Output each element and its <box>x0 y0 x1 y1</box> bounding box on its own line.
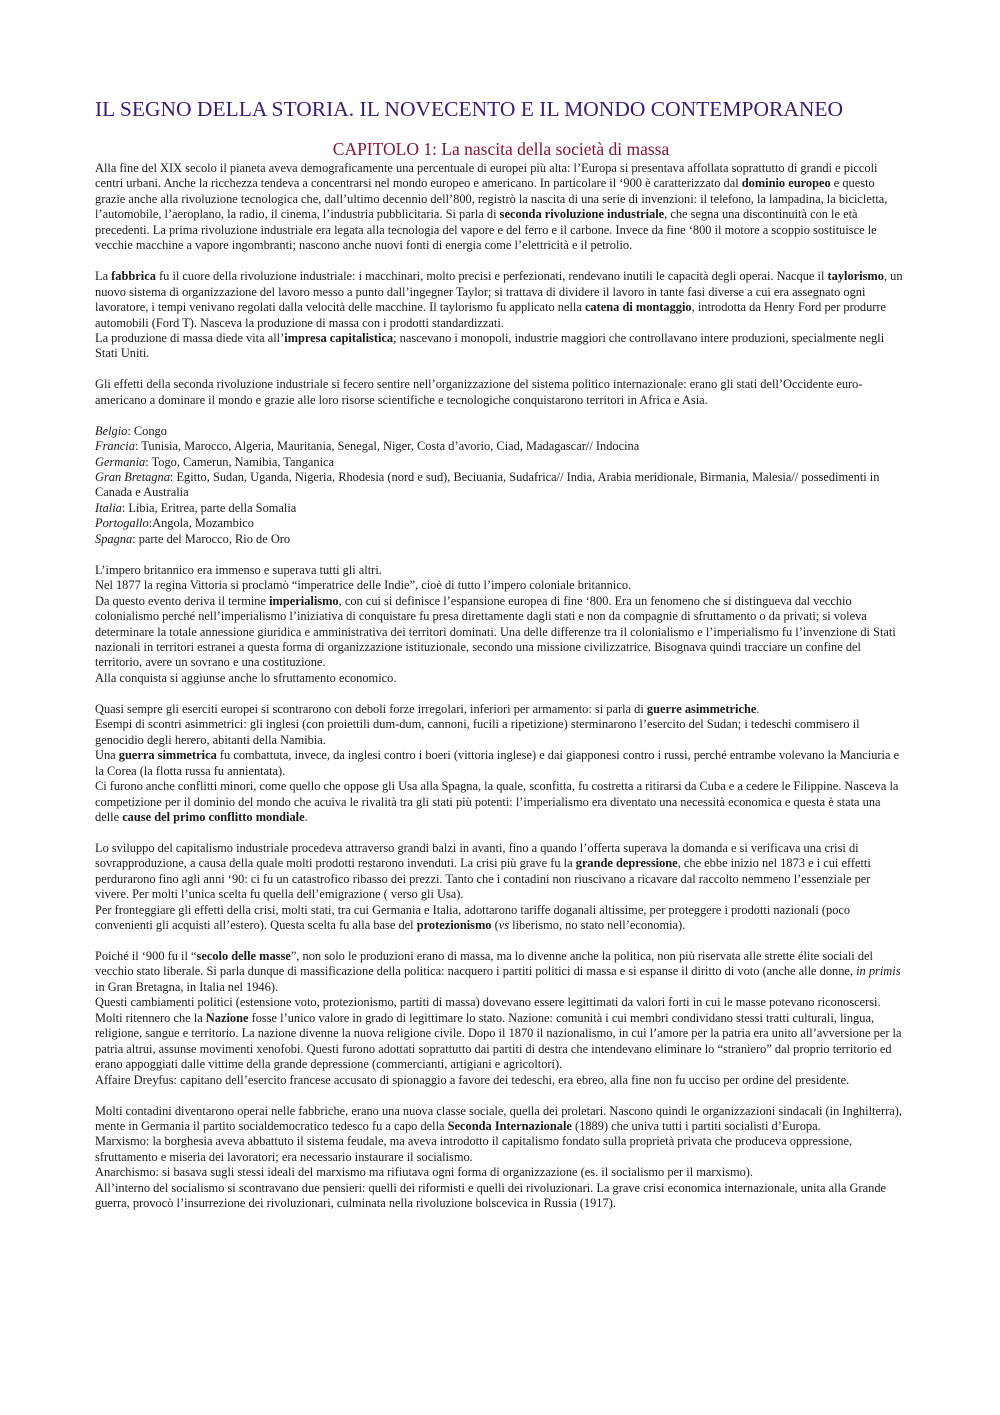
bold-term: protezionismo <box>416 918 492 933</box>
text-run: , un nuovo sistema di organizzazione del lavoro messo a punto dall’ingegner Taylor; si trattava di dividere il lavoro in tante fasi diverse a cui era assegnato ogni lavoratore, i tempi venivano regolati dalla velocità delle macchine. Il taylorismo fu applicato nella <box>95 269 903 315</box>
text-run: Gli effetti della seconda rivoluzione industriale si fecero sentire nell’organizzazione del sistema politico internazionale: erano gli stati dell’Occidente euro-americano a dominare il mondo e grazie alle loro risorse scientifiche e tecnologiche conquistarono territori in Africa e Asia. <box>95 377 863 407</box>
bold-term: secolo delle masse <box>196 949 291 963</box>
paragraph <box>95 269 907 331</box>
paragraph-gap <box>95 934 907 949</box>
text-run: : Congo <box>127 423 167 438</box>
paragraph <box>95 439 907 454</box>
text-run: Anarchismo: si basava sugli stessi ideali del marxismo ma rifiutava ogni forma di organizzazione (es. il socialismo per il marxismo). <box>95 1165 754 1180</box>
text-run: (1889) che univa tutti i partiti socialisti d’Europa. <box>571 1118 821 1133</box>
paragraph-gap <box>95 686 907 701</box>
text-run: fu combattuta, invece, da inglesi contro i boeri (vittoria inglese) e dai giapponesi contro i russi, perché entrambe volevano la Manciuria e la Corea (la flotta russa fu annientata). <box>95 748 900 778</box>
italic-term: in primis <box>856 964 901 979</box>
bold-term: imperialismo <box>269 593 339 608</box>
italic-term: Germania <box>95 454 146 469</box>
bold-term: guerra simmetrica <box>118 748 217 763</box>
text-run: Nel 1877 la regina Vittoria si proclamò “imperatrice delle Indie”, cioè di tutto l’impero coloniale britannico. <box>95 578 632 593</box>
text-run: Esempi di scontri asimmetrici: gli inglesi (con proiettili dum-dum, cannoni, fucili a ripetizione) sterminarono l’esercito del Sudan; i tedeschi commisero il genocidio degli herero, abitanti della Namibia. <box>95 717 860 747</box>
paragraph <box>95 995 907 1072</box>
text-run: : Egitto, Sudan, Uganda, Nigeria, Rhodesia (nord e sud), Beciuania, Sudafrica// India, Arabia meridionale, Birmania, Malesia// possedimenti in Canada e Australia <box>95 470 880 500</box>
bold-term: fabbrica <box>111 269 156 284</box>
text-run: La produzione di massa diede vita all’ <box>95 330 285 345</box>
paragraph <box>95 424 907 439</box>
paragraph <box>95 1073 907 1088</box>
bold-term: cause del primo conflitto mondiale <box>122 809 305 824</box>
paragraph <box>95 702 907 717</box>
paragraph <box>95 470 907 501</box>
text-run: ”, non solo le produzioni erano di massa, ma lo divenne anche la politica, non più riservata alle strette élite sociali del vecchio stato liberale. Si parla dunque di massificazione della politica: nacquero i partiti politici di massa e si espanse il diritto di voto (anche alle donne, <box>95 949 873 979</box>
text-run: Affaire Dreyfus: capitano dell’esercito francese accusato di spionaggio a favore dei tedeschi, era ebreo, alla fine non fu ucciso per ordine del presidente. <box>95 1072 850 1087</box>
italic-term: vs <box>498 918 510 933</box>
text-run: : Libia, Eritrea, parte della Somalia <box>121 500 297 515</box>
text-run: Marxismo: la borghesia aveva abbattuto il sistema feudale, ma aveva introdotto il capitalismo fondato sulla proprietà privata che produceva oppressione, sfruttamento e miseria dei lavoratori; era necessario instaurare il socialismo. <box>95 1134 853 1164</box>
paragraph <box>95 779 907 825</box>
text-run: Questi cambiamenti politici (estensione voto, protezionismo, partiti di massa) dovevano essere legittimati da valori forti in cui le masse potevano riconoscersi. Molti ritennero che la <box>95 995 881 1025</box>
text-run: . <box>304 809 308 824</box>
paragraph <box>95 594 907 671</box>
text-run: : Tunisia, Marocco, Algeria, Mauritania, Senegal, Niger, Costa d’avorio, Ciad, Madagascar// Indocina <box>134 439 640 454</box>
text-run: liberismo, no stato nell’economia). <box>509 918 686 933</box>
text-run: e questo grazie anche alla rivoluzione tecnologica che, dall’ultimo decennio dell’800, registrò la nascita di una serie di invenzioni: il telefono, la lampadina, la bicicletta, l’automobile, l’aeroplano, la radio, il cinema, l’industria pubblicitaria. Si parla di <box>95 176 888 222</box>
paragraph-gap <box>95 1088 907 1103</box>
text-run: La <box>95 269 112 284</box>
paragraph <box>95 1181 907 1212</box>
text-run: Una <box>95 748 119 763</box>
bold-term: grande depressione <box>575 856 678 871</box>
text-run: Per fronteggiare gli effetti della crisi, molti stati, tra cui Germania e Italia, adottarono tariffe doganali altissime, per proteggere i prodotti nazionali (poco convenienti gli acquisti all’estero). Questa scelta fu alla base del <box>95 902 851 933</box>
text-run: fosse l’unico valore in grado di legittimare lo stato. Nazione: comunità i cui membri condividano stessi tratti culturali, lingua, religione, sangue e territorio. La nazione divenne la nuova religione civile. Dopo il 1870 il nazionalismo, in cui l’amore per la patria era unito all’avversione per la patria altrui, assunse movimenti xenofobi. Questi furono adottati soprattutto dai partiti di destra che intendevano eliminare lo “straniero” dal proprio territorio ed erano appoggiati dalle vittime della grande depressione (commercianti, artigiani e agricoltori). <box>95 1010 902 1072</box>
text-run: , che ebbe inizio nel 1873 e i cui effetti perdurarono fino agli anni ‘90: ci fu un catastrofico ribasso dei prezzi. Tanto che i contadini non riuscivano a ricavare dal raccolto nemmeno l’essenziale per vivere. Per molti l’unica scelta fu quella dell’emigrazione ( verso gli Usa). <box>95 856 871 902</box>
bold-term: seconda rivoluzione industriale <box>499 207 665 222</box>
text-run: , introdotta da Henry Ford per produrre automobili (Ford T). Nasceva la produzione di massa con i prodotti standardizzati. <box>95 300 887 330</box>
paragraph <box>95 161 907 254</box>
chapter-title: CAPITOLO 1: La nascita della società di massa <box>332 139 670 159</box>
text-run: Da questo evento deriva il termine <box>95 593 270 608</box>
paragraph <box>95 331 907 362</box>
italic-term: Francia <box>95 439 135 454</box>
text-run: fu il cuore della rivoluzione industriale: i macchinari, molto precisi e perfezionati, rendevano inutili le capacità degli operai. Nacque il <box>155 269 828 284</box>
paragraph-gap <box>95 362 907 377</box>
paragraph <box>95 532 907 547</box>
bold-term: impresa capitalistica <box>284 330 394 345</box>
text-run: : parte del Marocco, Rio de Oro <box>132 531 291 546</box>
paragraph <box>95 578 907 593</box>
text-run: ( <box>491 918 499 933</box>
bold-term: Nazione <box>205 1010 249 1025</box>
paragraph <box>95 516 907 531</box>
text-run: ; nascevano i monopoli, industrie maggiori che controllavano intere produzioni, specialmente negli Stati Uniti. <box>95 330 885 361</box>
body-text <box>95 161 907 1212</box>
italic-term: Spagna <box>95 531 133 546</box>
paragraph <box>95 949 907 995</box>
paragraph <box>95 671 907 686</box>
text-run: Alla fine del XIX secolo il pianeta aveva demograficamente una percentuale di europei più alta: l’Europa si presentava affollata soprattutto di grandi e piccoli centri urbani. Anche la ricchezza tendeva a concentrarsi nel mondo europeo e americano. In particolare il ‘900 è caratterizzato dal <box>95 161 878 191</box>
text-run: Lo sviluppo del capitalismo industriale procedeva attraverso grandi balzi in avanti, fino a quando l’offerta superava la domanda e si verificava una crisi di sovrapproduzione, a causa della quale molti prodotti restarono invenduti. La crisi più grave fu la <box>95 840 859 871</box>
paragraph <box>95 748 907 779</box>
paragraph <box>95 1134 907 1165</box>
paragraph <box>95 903 907 934</box>
paragraph <box>95 563 907 578</box>
paragraph <box>95 841 907 903</box>
bold-term: dominio europeo <box>741 176 831 191</box>
paragraph-gap <box>95 547 907 562</box>
paragraph <box>95 1165 907 1180</box>
text-run: Quasi sempre gli eserciti europei si scontrarono con deboli forze irregolari, inferiori per armamento: si parla di <box>95 701 647 716</box>
paragraph-gap <box>95 408 907 423</box>
italic-term: Gran Bretagna <box>95 470 170 485</box>
bold-term: catena di montaggio <box>584 300 692 315</box>
text-run: in Gran Bretagna, in Italia nel 1946). <box>95 979 279 994</box>
italic-term: Belgio <box>95 423 128 438</box>
text-run: :Angola, Mozambico <box>148 516 254 531</box>
document-page <box>95 96 907 1212</box>
paragraph <box>95 377 907 408</box>
paragraph <box>95 717 907 748</box>
bold-term: guerre asimmetriche <box>646 701 757 716</box>
text-run: , con cui si definisce l’espansione europea di fine ‘800. Era un fenomeno che si distingueva dal vecchio colonialismo perché nell’imperialismo l’iniziativa di conquistare fu presa direttamente dagli stati e non da compagnie di sfruttamento o da privati; si voleva determinare la totale annessione giuridica e amministrativa dei territori dominati. Una delle differenze tra il colonialismo e l’imperialismo fu l’invenzione di Stati nazionali in territori estranei a questa forma di organizzazione istituzionale, secondo una missione civilizzatrice. Bisognava quindi tracciare un confine del territorio, avere un sovrano e una costituzione. <box>95 593 896 670</box>
italic-term: Portogallo <box>95 516 149 531</box>
text-run: Alla conquista si aggiunse anche lo sfruttamento economico. <box>95 670 397 685</box>
text-run: L’impero britannico era immenso e superava tutti gli altri. <box>95 562 382 577</box>
italic-term: Italia <box>95 500 122 515</box>
text-run: , che segna una discontinuità con le età precedenti. La prima rivoluzione industriale era legata alla tecnologia del vapore e del ferro e il carbone. Invece da fine ‘800 il motore a scoppio sostituisce le vecchie macchine a vapore ingombranti; nascono anche nuovi fonti di energia come l’elettricità e il petrolio. <box>95 207 877 253</box>
paragraph <box>95 1104 907 1135</box>
text-run: . <box>756 701 760 716</box>
paragraph-gap <box>95 825 907 840</box>
bold-term: taylorismo <box>827 269 884 284</box>
text-run: : Togo, Camerun, Namibia, Tanganica <box>145 454 335 469</box>
paragraph <box>95 455 907 470</box>
paragraph <box>95 501 907 516</box>
text-run: Poiché il ‘900 fu il “ <box>95 949 197 963</box>
paragraph-gap <box>95 254 907 269</box>
text-run: Molti contadini diventarono operai nelle fabbriche, erano una nuova classe sociale, quella dei proletari. Nascono quindi le organizzazioni sindacali (in Inghilterra), mente in Germania il partito socialdemocratico tedesco fu a capo della <box>95 1103 902 1133</box>
text-run: Ci furono anche conflitti minori, come quello che oppose gli Usa alla Spagna, la quale, sconfitta, fu costretta a ritirarsi da Cuba e a cedere le Filippine. Nasceva la competizione per il dominio del mondo che acuiva le rivalità tra gli stati più potenti: l’imperialismo era diventato una necessità economica e questa è stata una delle <box>95 779 899 824</box>
bold-term: Seconda Internazionale <box>447 1118 572 1133</box>
text-run: All’interno del socialismo si scontravano due pensieri: quelli dei riformisti e quelli dei rivoluzionari. La grave crisi economica internazionale, unita alla Grande guerra, provocò l’insurrezione dei rivoluzionari, culminata nella rivoluzione bolscevica in Russia (1917). <box>95 1180 887 1211</box>
document-title: IL SEGNO DELLA STORIA. IL NOVECENTO E IL MONDO CONTEMPORANEO <box>95 97 844 121</box>
